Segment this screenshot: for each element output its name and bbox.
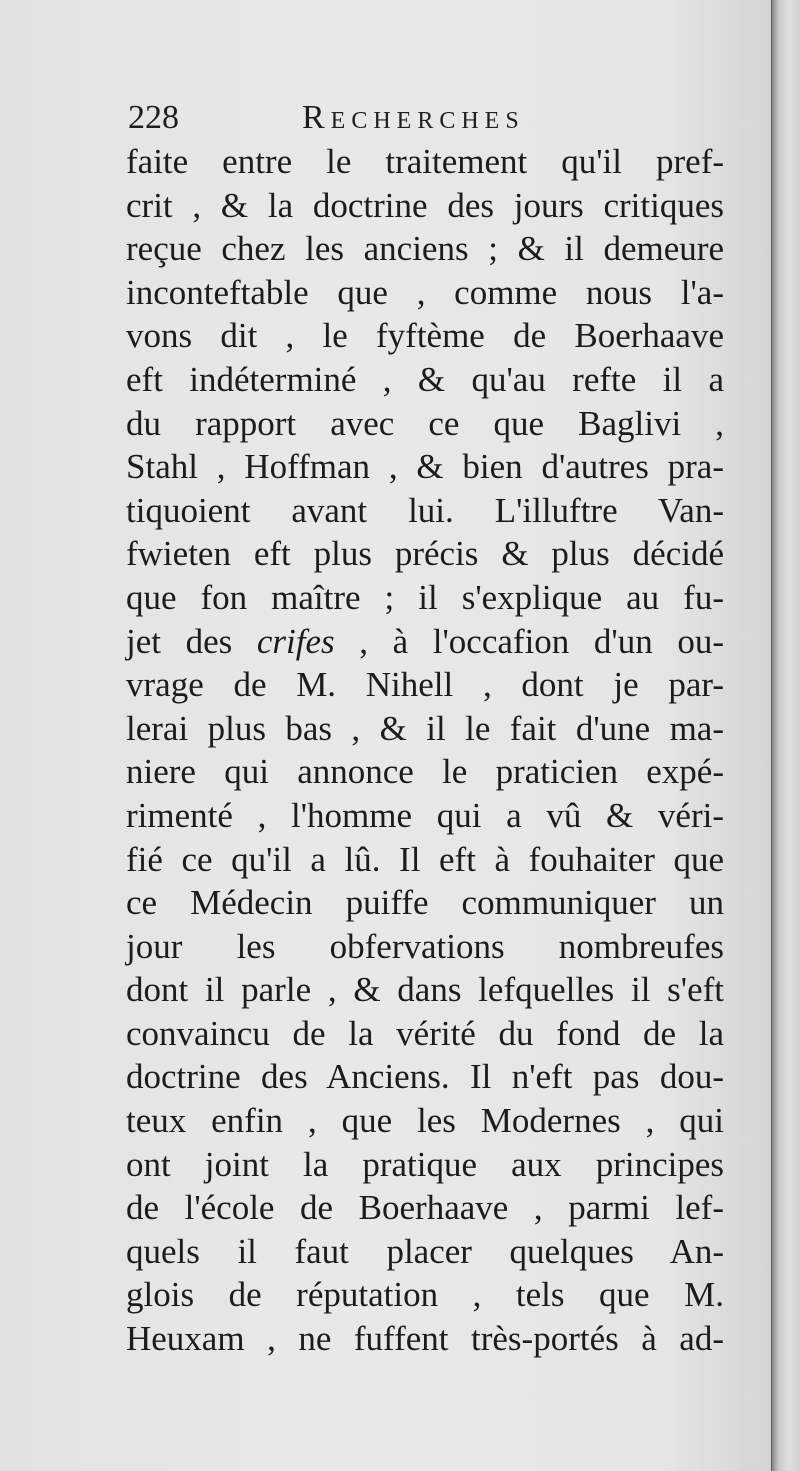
italic-word: crifes	[256, 621, 335, 661]
line-segment: , à l'occafion d'un ou-	[334, 621, 724, 661]
text-line: dont il parle , & dans lefquelles il s'eft	[126, 970, 724, 1010]
text-line: crit , & la doctrine des jours critiques	[126, 185, 724, 225]
body-text	[126, 140, 724, 1361]
text-line: ont joint la pratique aux principes	[126, 1144, 724, 1184]
text-line: Heuxam , ne fuffent très-portés à ad-	[126, 1319, 724, 1359]
page-header	[128, 96, 728, 140]
text-line: quels il faut placer quelques An-	[126, 1231, 724, 1271]
text-line: teux enfin , que les Modernes , qui	[126, 1101, 724, 1141]
text-line: ce Médecin puiffe communiquer un	[126, 883, 724, 923]
running-head: Recherches	[302, 99, 525, 136]
text-line: rimenté , l'homme qui a vû & véri-	[126, 795, 724, 835]
text-line: niere qui annonce le praticien expé-	[126, 752, 724, 792]
text-line: jour les obfervations nombreufes	[126, 926, 724, 966]
text-line: eft indéterminé , & qu'au refte il a	[126, 359, 724, 399]
text-line: fié ce qu'il a lû. Il eft à fouhaiter que	[126, 839, 724, 879]
text-line: tiquoient avant lui. L'illuftre Van-	[126, 490, 724, 530]
text-line: faite entre le traitement qu'il pref-	[126, 142, 724, 181]
adjacent-page-edge	[772, 0, 800, 1471]
line-segment: jet des	[126, 621, 257, 661]
text-line: vons dit , le fyftème de Boerhaave	[126, 316, 724, 356]
text-line: vrage de M. Nihell , dont je par-	[126, 665, 724, 705]
text-line: reçue chez les anciens ; & il demeure	[126, 229, 724, 269]
text-line: de l'école de Boerhaave , parmi lef-	[126, 1188, 724, 1228]
text-line: convaincu de la vérité du fond de la	[126, 1013, 724, 1053]
text-line: fwieten eft plus précis & plus décidé	[126, 534, 724, 574]
page-number: 228	[128, 99, 179, 136]
text-line: que fon maître ; il s'explique au fu-	[126, 577, 724, 617]
text-line: du rapport avec ce que Baglivi ,	[126, 403, 724, 443]
text-line: glois de réputation , tels que M.	[126, 1275, 724, 1315]
text-line: lerai plus bas , & il le fait d'une ma-	[126, 708, 724, 748]
text-line: Stahl , Hoffman , & bien d'autres pra-	[126, 447, 724, 487]
text-line: doctrine des Anciens. Il n'eft pas dou-	[126, 1057, 724, 1097]
text-line-with-italic	[126, 620, 724, 664]
text-line: inconteftable que , comme nous l'a-	[126, 272, 724, 312]
